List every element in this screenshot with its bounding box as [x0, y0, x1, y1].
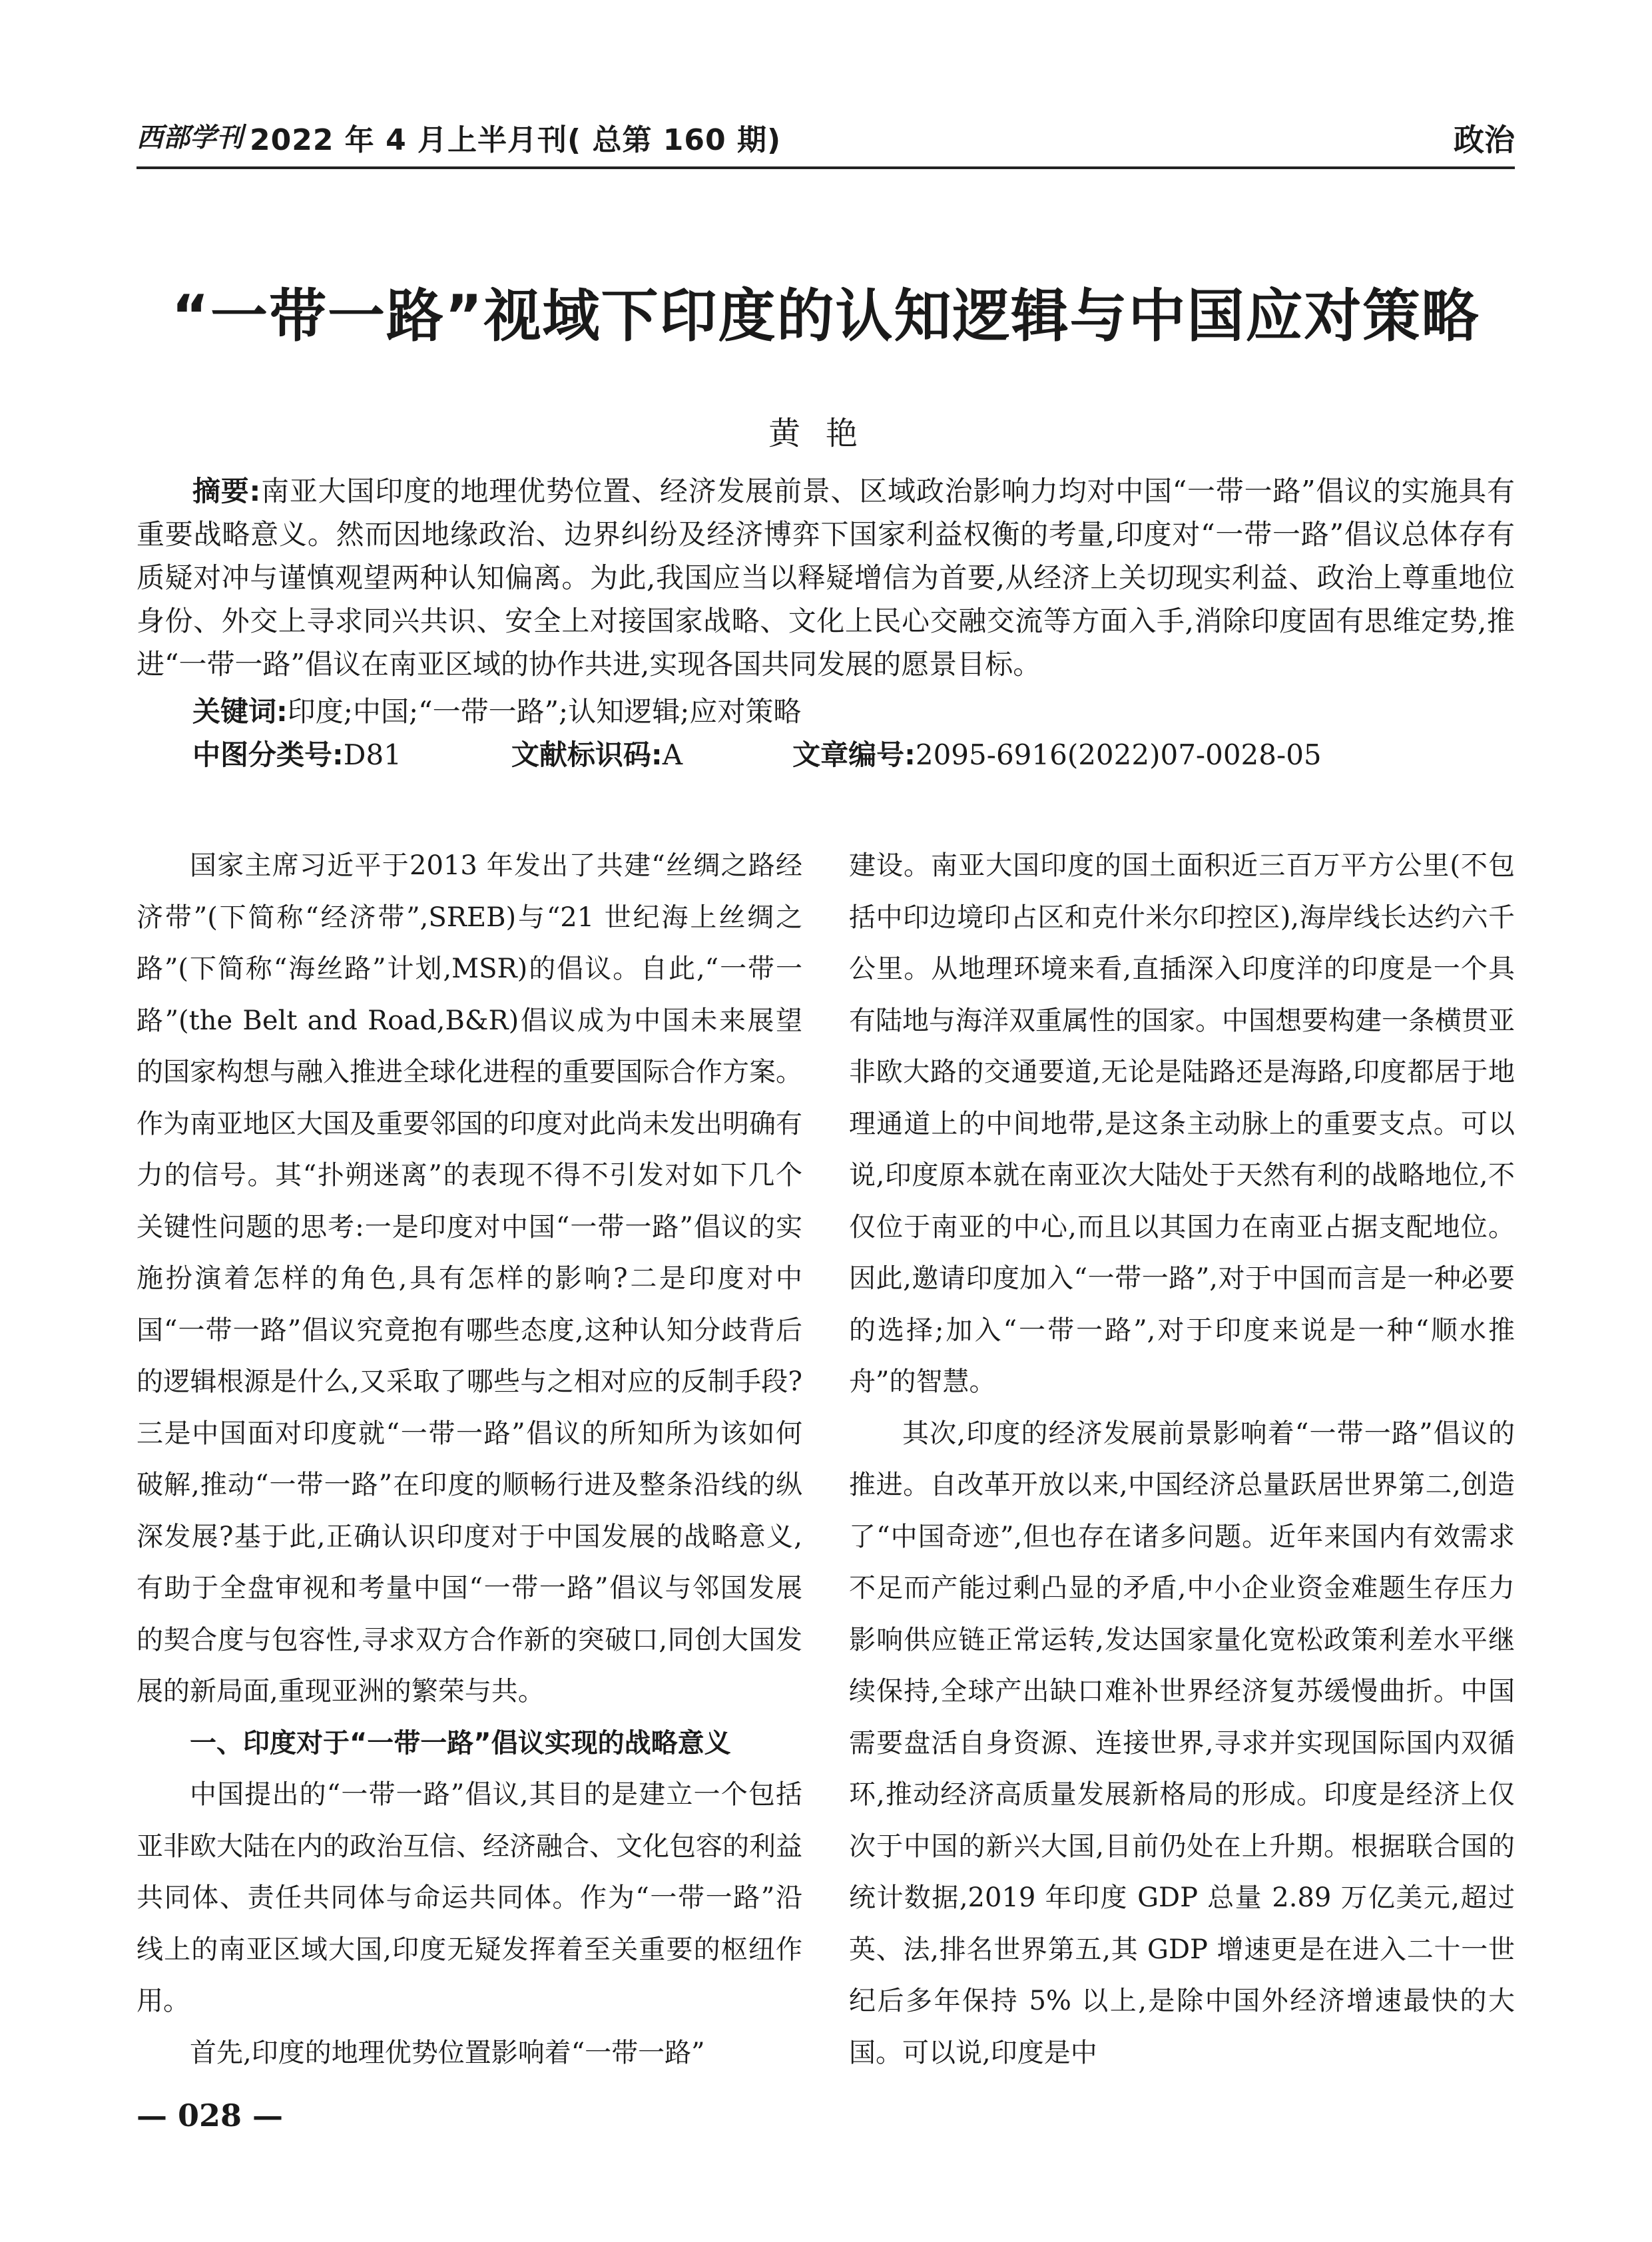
- journal-logo-text: 西部学刊: [137, 122, 243, 153]
- classification-row: [137, 733, 1515, 776]
- article-number-label: 文章编号:: [792, 738, 916, 771]
- section-label: 政治: [1454, 122, 1515, 158]
- keywords: [137, 690, 1515, 733]
- abstract-text: 南亚大国印度的地理优势位置、经济发展前景、区域政治影响力均对中国“一带一路”倡议的实施具有重要战略意义。然而因地缘政治、边界纠纷及经济博弈下国家利益权衡的考量,印度对“一带一路”倡议总体存有质疑对冲与谨慎观望两种认知偏离。为此,我国应当以释疑增信为首要,从经济上关切现实利益、政治上尊重地位身份、外交上寻求同兴共识、安全上对接国家战略、文化上民心交融交流等方面入手,消除印度固有思维定势,推进“一带一路”倡议在南亚区域的协作共进,实现各国共同发展的愿景目标。: [137, 475, 1515, 681]
- clc-value: D81: [343, 738, 402, 771]
- article-number-value: 2095-6916(2022)07-0028-05: [915, 738, 1322, 771]
- abstract: [137, 469, 1515, 686]
- keywords-label: 关键词:: [192, 695, 288, 728]
- body-column-left: [137, 840, 802, 2079]
- author-name: 黄艳: [768, 415, 883, 452]
- doc-code-label: 文献标识码:: [511, 738, 663, 771]
- section-heading: 一、印度对于“一带一路”倡议实现的战略意义: [190, 1727, 731, 1759]
- body-paragraph: 国家主席习近平于2013 年发出了共建“丝绸之路经济带”(下简称“经济带”,SREB)与“21 世纪海上丝绸之路”(下简称“海丝路”计划,MSR)的倡议。自此,“一带一路”(the Belt and Road,B&R)倡议成为中国未来展望的国家构想与融入推进全球化进程的重要国际合作方案。作为南亚地区大国及重要邻国的印度对此尚未发出明确有力的信号。其“扑朔迷离”的表现不得不引发对如下几个关键性问题的思考:一是印度对中国“一带一路”倡议的实施扮演着怎样的角色,具有怎样的影响?二是印度对中国“一带一路”倡议究竟抱有哪些态度,这种认知分歧背后的逻辑根源是什么,又采取了哪些与之相对应的反制手段?三是中国面对印度就“一带一路”倡议的所知所为该如何破解,推动“一带一路”在印度的顺畅行进及整条沿线的纵深发展?基于此,正确认识印度对于中国发展的战略意义,有助于全盘审视和考量中国“一带一路”倡议与邻国发展的契合度与包容性,寻求双方合作新的突破口,同创大国发展的新局面,重现亚洲的繁荣与共。: [137, 850, 802, 1707]
- abstract-label: 摘要:: [192, 475, 261, 507]
- running-head: [137, 112, 1515, 165]
- header-rule: [137, 166, 1515, 169]
- body-column-right: [849, 840, 1515, 2079]
- body-paragraph-continued: 建设。南亚大国印度的国土面积近三百万平方公里(不包括中印边境印占区和克什米尔印控区),海岸线长达约六千公里。从地理环境来看,直插深入印度洋的印度是一个具有陆地与海洋双重属性的国家。中国想要构建一条横贯亚非欧大路的交通要道,无论是陆路还是海路,印度都居于地理通道上的中间地带,是这条主动脉上的重要支点。可以说,印度原本就在南亚次大陆处于天然有利的战略地位,不仅位于南亚的中心,而且以其国力在南亚占据支配地位。因此,邀请印度加入“一带一路”,对于中国而言是一种必要的选择;加入“一带一路”,对于印度来说是一种“顺水推舟”的智慧。: [849, 850, 1515, 1397]
- page-number: — 028 —: [137, 2098, 284, 2133]
- keywords-text: 印度;中国;“一带一路”;认知逻辑;应对策略: [287, 695, 802, 728]
- body-paragraph: 首先,印度的地理优势位置影响着“一带一路”: [190, 2037, 705, 2068]
- body-paragraph: 其次,印度的经济发展前景影响着“一带一路”倡议的推进。自改革开放以来,中国经济总量跃居世界第二,创造了“中国奇迹”,但也存在诸多问题。近年来国内有效需求不足而产能过剩凸显的矛盾,中小企业资金难题生存压力影响供应链正常运转,发达国家量化宽松政策利差水平继续保持,全球产出缺口难补世界经济复苏缓慢曲折。中国需要盘活自身资源、连接世界,寻求并实现国际国内双循环,推动经济高质量发展新格局的形成。印度是经济上仅次于中国的新兴大国,目前仍处在上升期。根据联合国的统计数据,2019 年印度 GDP 总量 2.89 万亿美元,超过英、法,排名世界第五,其 GDP 增速更是在进入二十一世纪后多年保持 5% 以上,是除中国外经济增速最快的大国。可以说,印度是中: [849, 1418, 1515, 2068]
- body-paragraph: 中国提出的“一带一路”倡议,其目的是建立一个包括亚非欧大陆在内的政治互信、经济融合、文化包容的利益共同体、责任共同体与命运共同体。作为“一带一路”沿线上的南亚区域大国,印度无疑发挥着至关重要的枢纽作用。: [137, 1779, 802, 2016]
- doc-code-value: A: [662, 738, 683, 771]
- issue-info: 2022 年 4 月上半月刊( 总第 160 期): [250, 123, 782, 157]
- front-matter: [137, 469, 1515, 776]
- journal-logo: [137, 117, 246, 154]
- article-title: “一带一路”视域下印度的认知逻辑与中国应对策略: [171, 283, 1480, 350]
- clc-label: 中图分类号:: [192, 738, 344, 771]
